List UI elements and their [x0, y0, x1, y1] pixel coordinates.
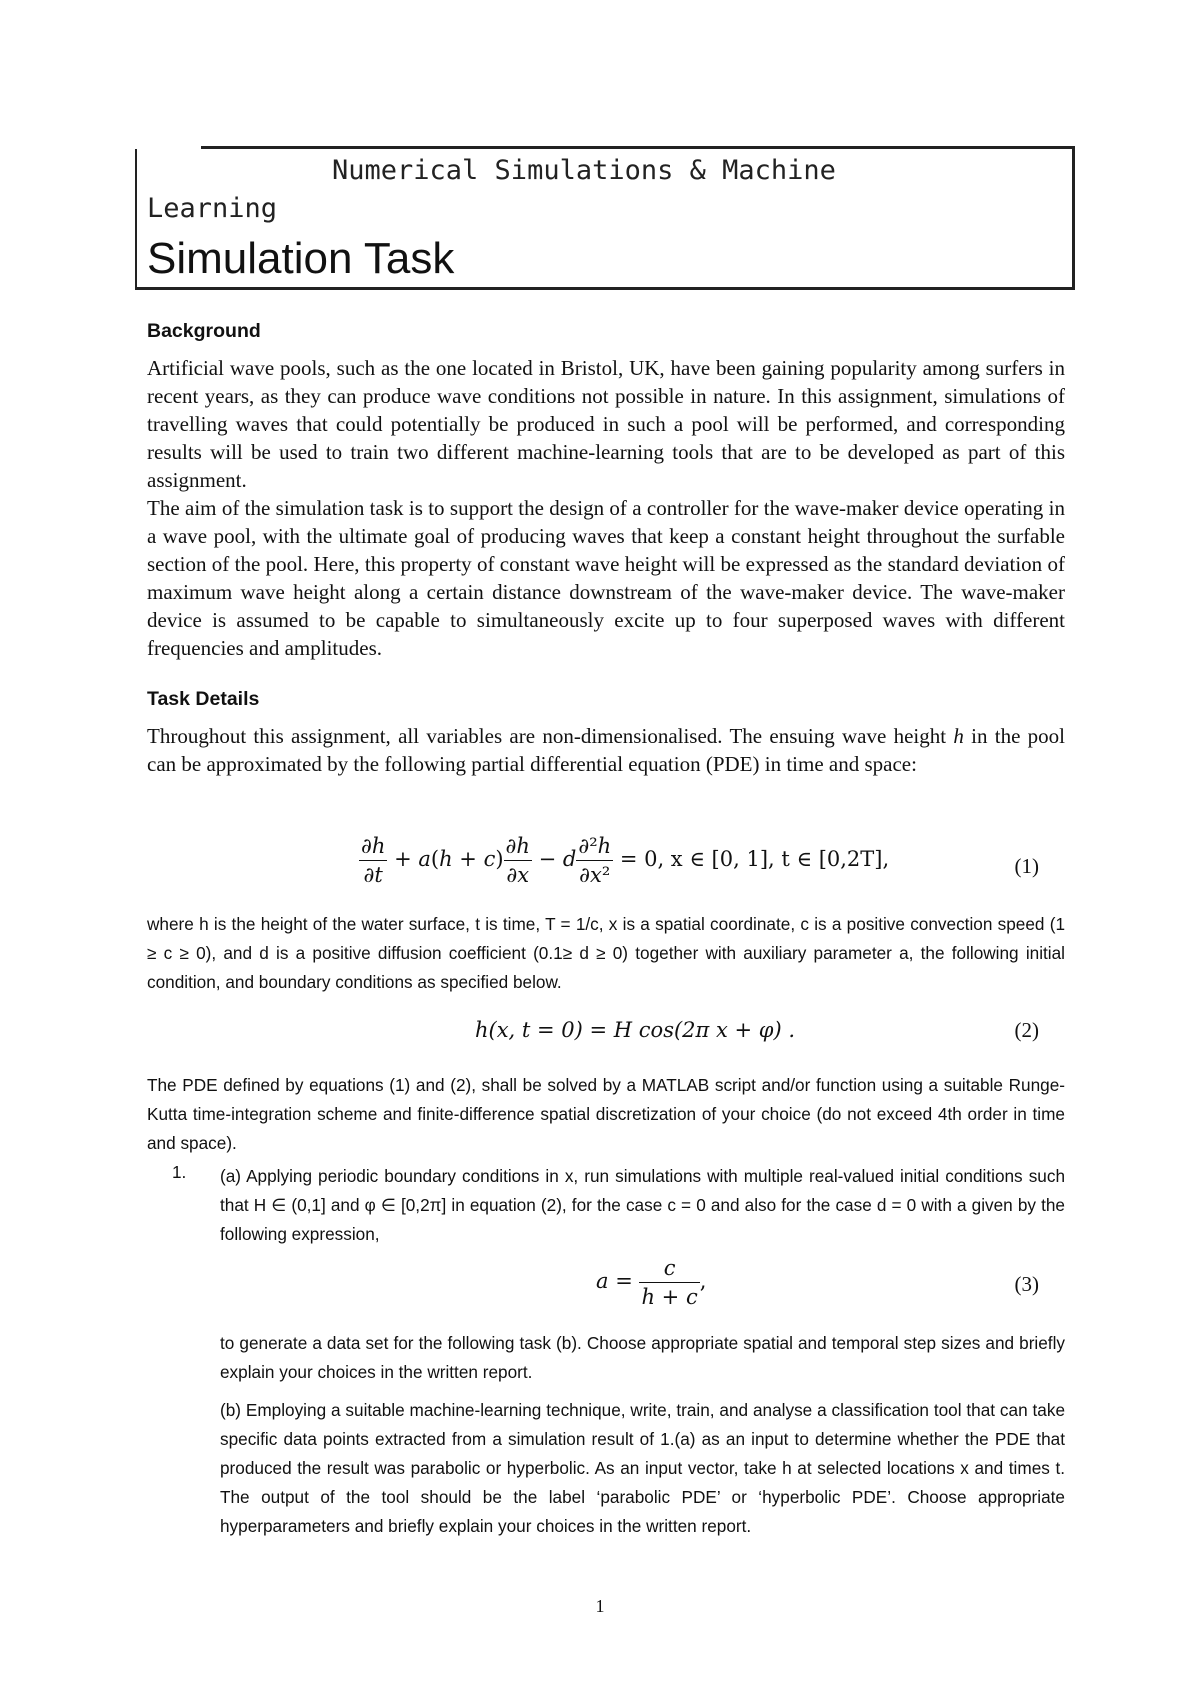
equation-1-tail: = 0, x ∈ [0, 1], t ∈ [0,2T], [619, 847, 890, 871]
background-paragraph-2: The aim of the simulation task is to support the design of a controller for the wave-maker device operating in a wave pool, with the ultimate goal of producing waves that keep a constant height throughout the surfable section of the pool. Here, this property of constant wave height will be expressed as the standard deviation of maximum wave height along a certain distance downstream of the wave-maker device. The wave-maker device is assumed to be capable to simultaneously excite up to four superposed waves with different frequencies and amplitudes. [147, 496, 1065, 660]
equation-2-body: h(x, t = 0) = H cos(2π x + φ) . [475, 1018, 796, 1042]
equation-3-lhs: a = [596, 1269, 633, 1293]
background-paragraph-1: Artificial wave pools, such as the one located in Bristol, UK, have been gaining popularity among surfers in recent years, as they can produce wave conditions not possible in nature. In this assignment, simulations of travelling waves that could potentially be produced in such a pool will be performed, and corresponding results will be used to train two different machine-learning tools that are to be developed as part of this assignment. [147, 356, 1065, 492]
page-number: 1 [595, 1596, 605, 1616]
solve-paragraph: The PDE defined by equations (1) and (2), shall be solved by a MATLAB script and/or function using a suitable Runge-Kutta time-integration scheme and finite-difference spatial discretization of your choice (do not exceed 4th order in time and space). [147, 1075, 1065, 1153]
header-box [135, 146, 1075, 290]
equation-1 [147, 832, 1065, 902]
item-1a-text: (a) Applying periodic boundary conditions in x, run simulations with multiple real-valued initial conditions such that H ∈ (0,1] and φ ∈ [0,2π] in equation (2), for the case c = 0 and also for the case d = 0 with a given by the following expression, [220, 1166, 1065, 1244]
equation-3-body: a = $\frac{c}{h + c}$ , [596, 1256, 707, 1309]
where-paragraph: where h is the height of the water surface, t is time, T = 1/c, x is a spatial coordinate, c is a positive convection speed (1 ≥ c ≥ 0), and d is a positive diffusion coefficient (0.1≥ d ≥ 0) together with auxiliary parameter a, the following initial condition, and boundary conditions as specified below. [147, 914, 1065, 992]
equation-2 [147, 1018, 1065, 1054]
equation-2-number: (2) [1014, 1018, 1039, 1042]
task-intro-b: in the pool can be approximated by the following partial differential equation (PDE) in time and space: [147, 724, 1066, 776]
document-title: Simulation Task [147, 234, 455, 283]
task-intro-paragraph [147, 722, 1065, 778]
equation-3 [220, 1254, 1065, 1322]
task-intro-a: Throughout this assignment, all variables are non-dimensionalised. The ensuing wave height [147, 724, 954, 748]
task-intro-h: h [953, 724, 964, 748]
course-title-line1: Numerical Simulations & Machine [332, 155, 836, 186]
item-1b-text: (b) Employing a suitable machine-learning technique, write, train, and analyse a classification tool that can take specific data points extracted from a simulation result of 1.(a) as an input to determine whether the PDE that produced the result was parabolic or hyperbolic. As an input vector, take h at selected locations x and times t. The output of the tool should be the label ‘parabolic PDE’ or ‘hyperbolic PDE’. Choose appropriate hyperparameters and briefly explain your choices in the written report. [220, 1400, 1065, 1536]
equation-1-body: $\frac{\partial h}{\partial t}$ + a(h + c) $\frac{\partial h}{\partial x}$ − d $\frac{\text{∂²h}}{\text{∂x²}}$ = 0, x ∈ [0, 1], t ∈ [0,2T], [361, 834, 890, 887]
course-title-line2: Learning [147, 193, 278, 224]
course-title [137, 149, 836, 228]
equation-3-denominator: h + c [641, 1285, 698, 1309]
item-1a-after: to generate a data set for the following task (b). Choose appropriate spatial and temporal step sizes and briefly explain your choices in the written report. [220, 1333, 1065, 1382]
background-heading: Background [147, 320, 261, 342]
equation-3-number: (3) [1014, 1272, 1039, 1296]
task-details-heading: Task Details [147, 688, 260, 710]
list-marker-1: 1. [172, 1162, 187, 1182]
equation-1-number: (1) [1014, 854, 1039, 878]
